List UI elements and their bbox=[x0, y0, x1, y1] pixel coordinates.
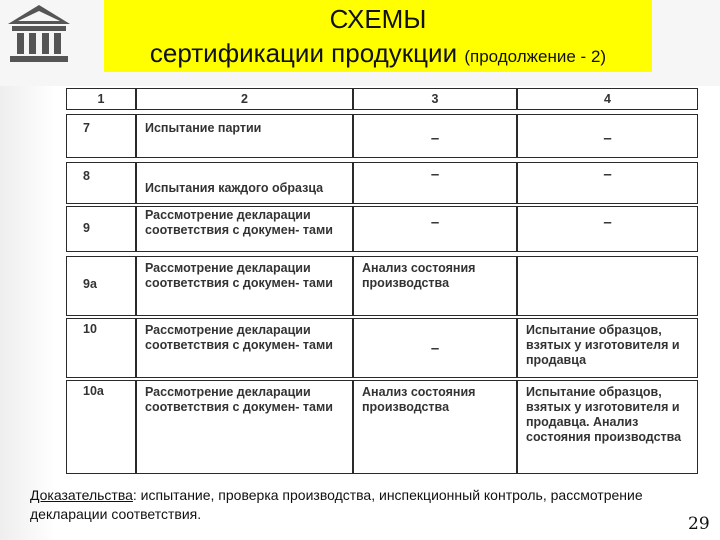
slide-title-main: сертификации продукции bbox=[149, 38, 458, 68]
row-number-10a: 10а bbox=[66, 380, 136, 474]
slide-left-band bbox=[0, 86, 56, 540]
row-7-method: Испытание партии bbox=[136, 114, 353, 158]
row-8-inspection-control: – bbox=[517, 162, 698, 204]
row-10-method: Рассмотрение декларации соответствия с докумен- тами bbox=[136, 318, 353, 378]
certification-schemes-table bbox=[66, 88, 698, 474]
row-number-10: 10 bbox=[66, 318, 136, 378]
title-banner bbox=[104, 0, 652, 72]
row-number-9a: 9а bbox=[66, 256, 136, 316]
row-8-method: Испытания каждого образца bbox=[136, 162, 353, 204]
row-9a-method: Рассмотрение декларации соответствия с докумен- тами bbox=[136, 256, 353, 316]
header-cell-2: 2 bbox=[136, 88, 353, 110]
slide-title-line1: СХЕМЫ bbox=[329, 4, 427, 34]
row-9-inspection-control: – bbox=[517, 206, 698, 252]
slide-title-line2 bbox=[104, 38, 652, 72]
row-10a-production-analysis: Анализ состояния производства bbox=[353, 380, 517, 474]
evidence-note bbox=[30, 486, 680, 524]
row-8-production-analysis: – bbox=[353, 162, 517, 204]
row-number-8: 8 bbox=[66, 162, 136, 204]
row-7-inspection-control: – bbox=[517, 114, 698, 158]
row-number-9: 9 bbox=[66, 206, 136, 252]
row-number-7: 7 bbox=[66, 114, 136, 158]
page-number: 29 bbox=[688, 514, 710, 534]
row-9a-inspection-control bbox=[517, 256, 698, 316]
row-7-production-analysis: – bbox=[353, 114, 517, 158]
row-10a-inspection-control: Испытание образцов, взятых у изготовителя и продавца. Анализ состояния производства bbox=[517, 380, 698, 474]
row-9a-production-analysis: Анализ состояния производства bbox=[353, 256, 517, 316]
row-10-inspection-control: Испытание образцов, взятых у изготовителя и продавца bbox=[517, 318, 698, 378]
institution-building-icon bbox=[4, 2, 74, 66]
row-10-production-analysis: – bbox=[353, 318, 517, 378]
evidence-label: Доказательства bbox=[30, 487, 133, 503]
header-cell-4: 4 bbox=[517, 88, 698, 110]
slide-title-suffix: (продолжение - 2) bbox=[464, 47, 607, 66]
header-cell-3: 3 bbox=[353, 88, 517, 110]
evidence-text: : испытание, проверка производства, инспекционный контроль, рассмотрение декларации соответствия. bbox=[30, 487, 643, 522]
row-10a-method: Рассмотрение декларации соответствия с докумен- тами bbox=[136, 380, 353, 474]
row-9-method: Рассмотрение декларации соответствия с докумен- тами bbox=[136, 206, 353, 252]
header-cell-1: 1 bbox=[66, 88, 136, 110]
row-9-production-analysis: – bbox=[353, 206, 517, 252]
